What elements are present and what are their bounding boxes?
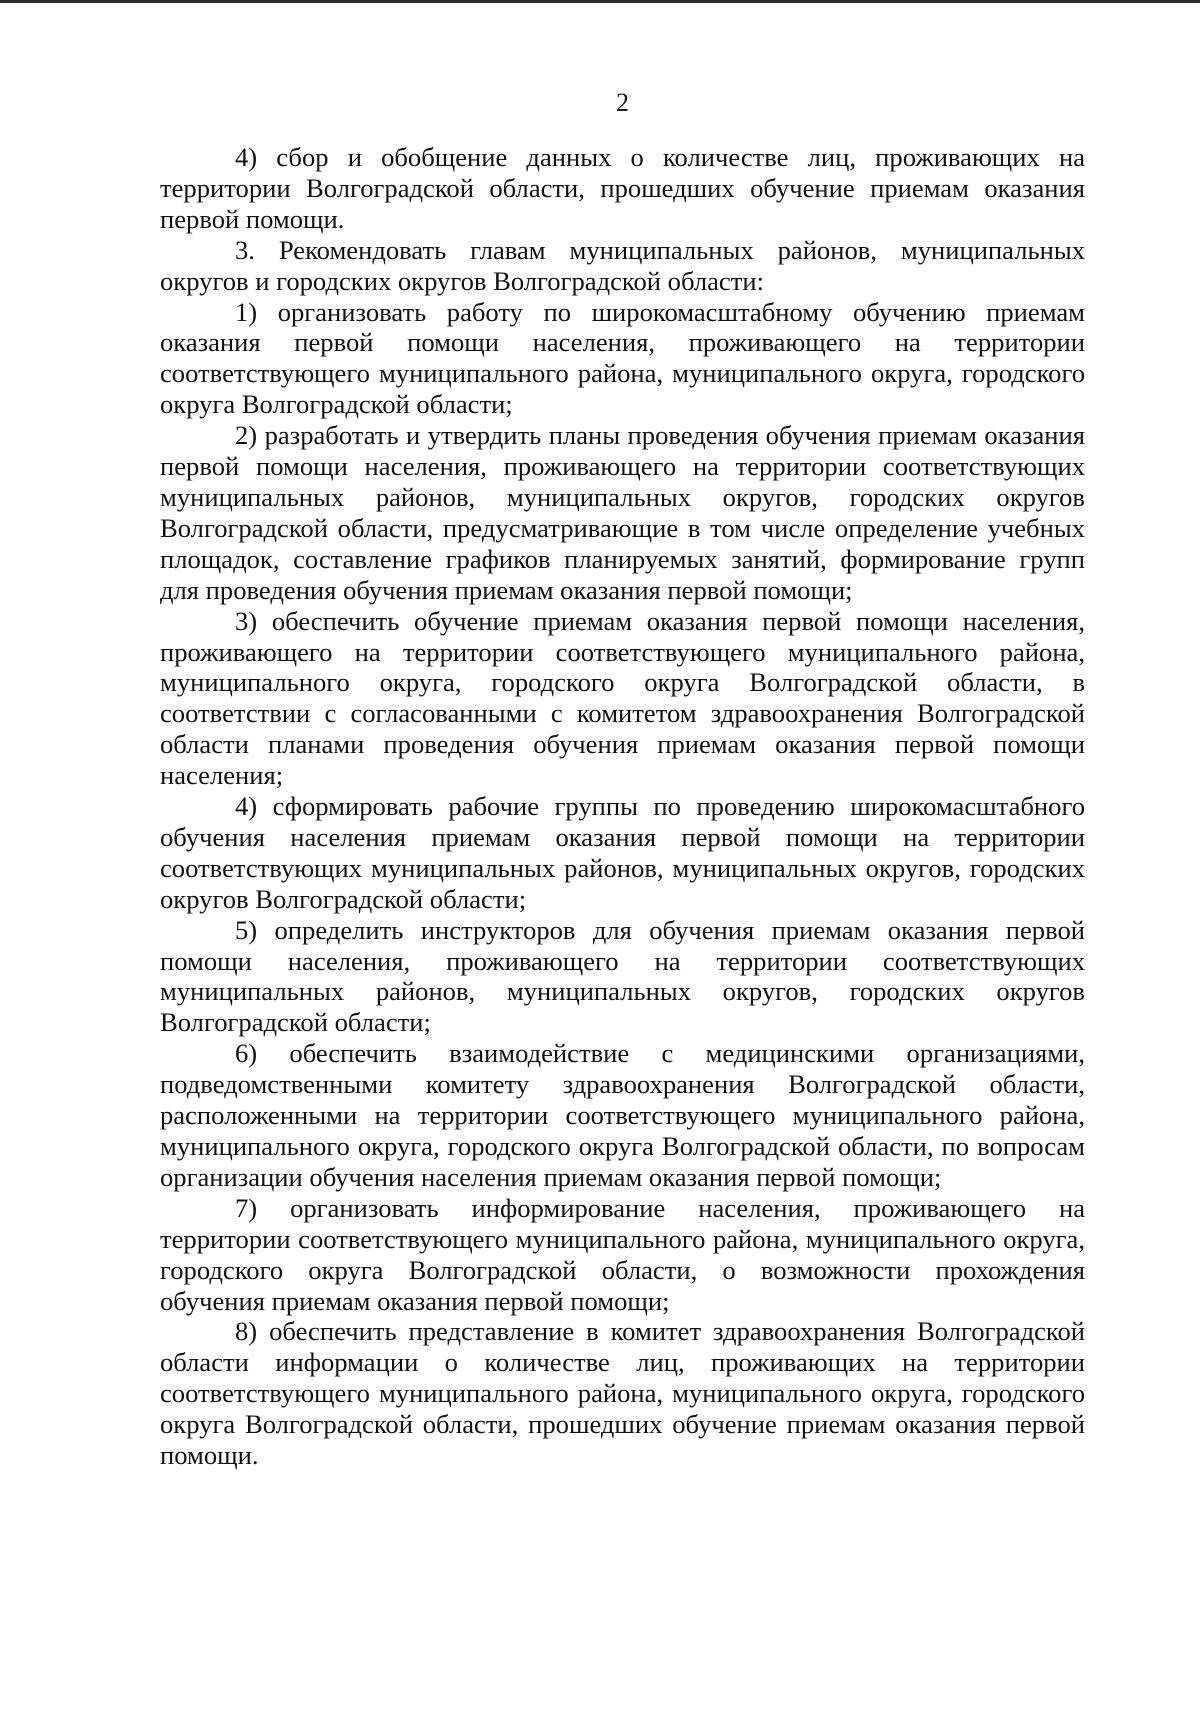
paragraph-item-6-interaction: 6) обеспечить взаимодействие с медицинскими организациями, подведомственными комитету здравоохранения Волгоградской области, расположенными на территории соответствующего муниципального района, муниципального округа, городского округа Волгоградской области, по вопросам организации обучения населения приемам оказания первой помощи; xyxy=(160,1038,1085,1192)
paragraph-item-7-informing: 7) организовать информирование населения, проживающего на территории соответствующего муниципального района, муниципального округа, городского округа Волгоградской области, о возможности прохождения обучения приемам оказания первой помощи; xyxy=(160,1192,1085,1316)
paragraph-item-1-organize-training: 1) организовать работу по широкомасштабному обучению приемам оказания первой помощи населения, проживающего на территории соответствующего муниципального района, муниципального округа, городского округа Волгоградской области; xyxy=(160,296,1085,420)
document-body xyxy=(160,142,1085,1471)
page-number: 2 xyxy=(616,88,629,117)
page-top-border xyxy=(0,0,1200,3)
paragraph-item-4-working-groups: 4) сформировать рабочие группы по проведению широкомасштабного обучения населения приемам оказания первой помощи на территории соответствующих муниципальных районов, муниципальных округов, городских округов Волгоградской области; xyxy=(160,791,1085,914)
paragraph-item-3-ensure-training: 3) обеспечить обучение приемам оказания первой помощи населения, проживающего на территории соответствующего муниципального района, муниципального округа, городского округа Волгоградской области, в соответствии с согласованными с комитетом здравоохранения Волгоградской области планами проведения обучения приемам оказания первой помощи населения; xyxy=(160,605,1085,791)
paragraph-item-4-data-collection: 4) сбор и обобщение данных о количестве лиц, проживающих на территории Волгоградской области, прошедших обучение приемам оказания первой помощи. xyxy=(160,142,1085,234)
paragraph-item-8-reporting: 8) обеспечить представление в комитет здравоохранения Волгоградской области информации о количестве лиц, проживающих на территории соответствующего муниципального района, муниципального округа, городского округа Волгоградской области, прошедших обучение приемам оказания первой помощи. xyxy=(160,1316,1085,1471)
paragraph-item-2-approve-plans: 2) разработать и утвердить планы проведения обучения приемам оказания первой помощи населения, проживающего на территории соответствующих муниципальных районов, муниципальных округов, городских округов Волгоградской области, предусматривающие в том числе определение учебных площадок, составление графиков планируемых занятий, формирование групп для проведения обучения приемам оказания первой помощи; xyxy=(160,420,1085,605)
paragraph-section-3-recommendation: 3. Рекомендовать главам муниципальных районов, муниципальных округов и городских округов Волгоградской области: xyxy=(160,234,1085,296)
paragraph-item-5-instructors: 5) определить инструкторов для обучения приемам оказания первой помощи населения, проживающего на территории соответствующих муниципальных районов, муниципальных округов, городских округов Волгоградской области; xyxy=(160,914,1085,1038)
